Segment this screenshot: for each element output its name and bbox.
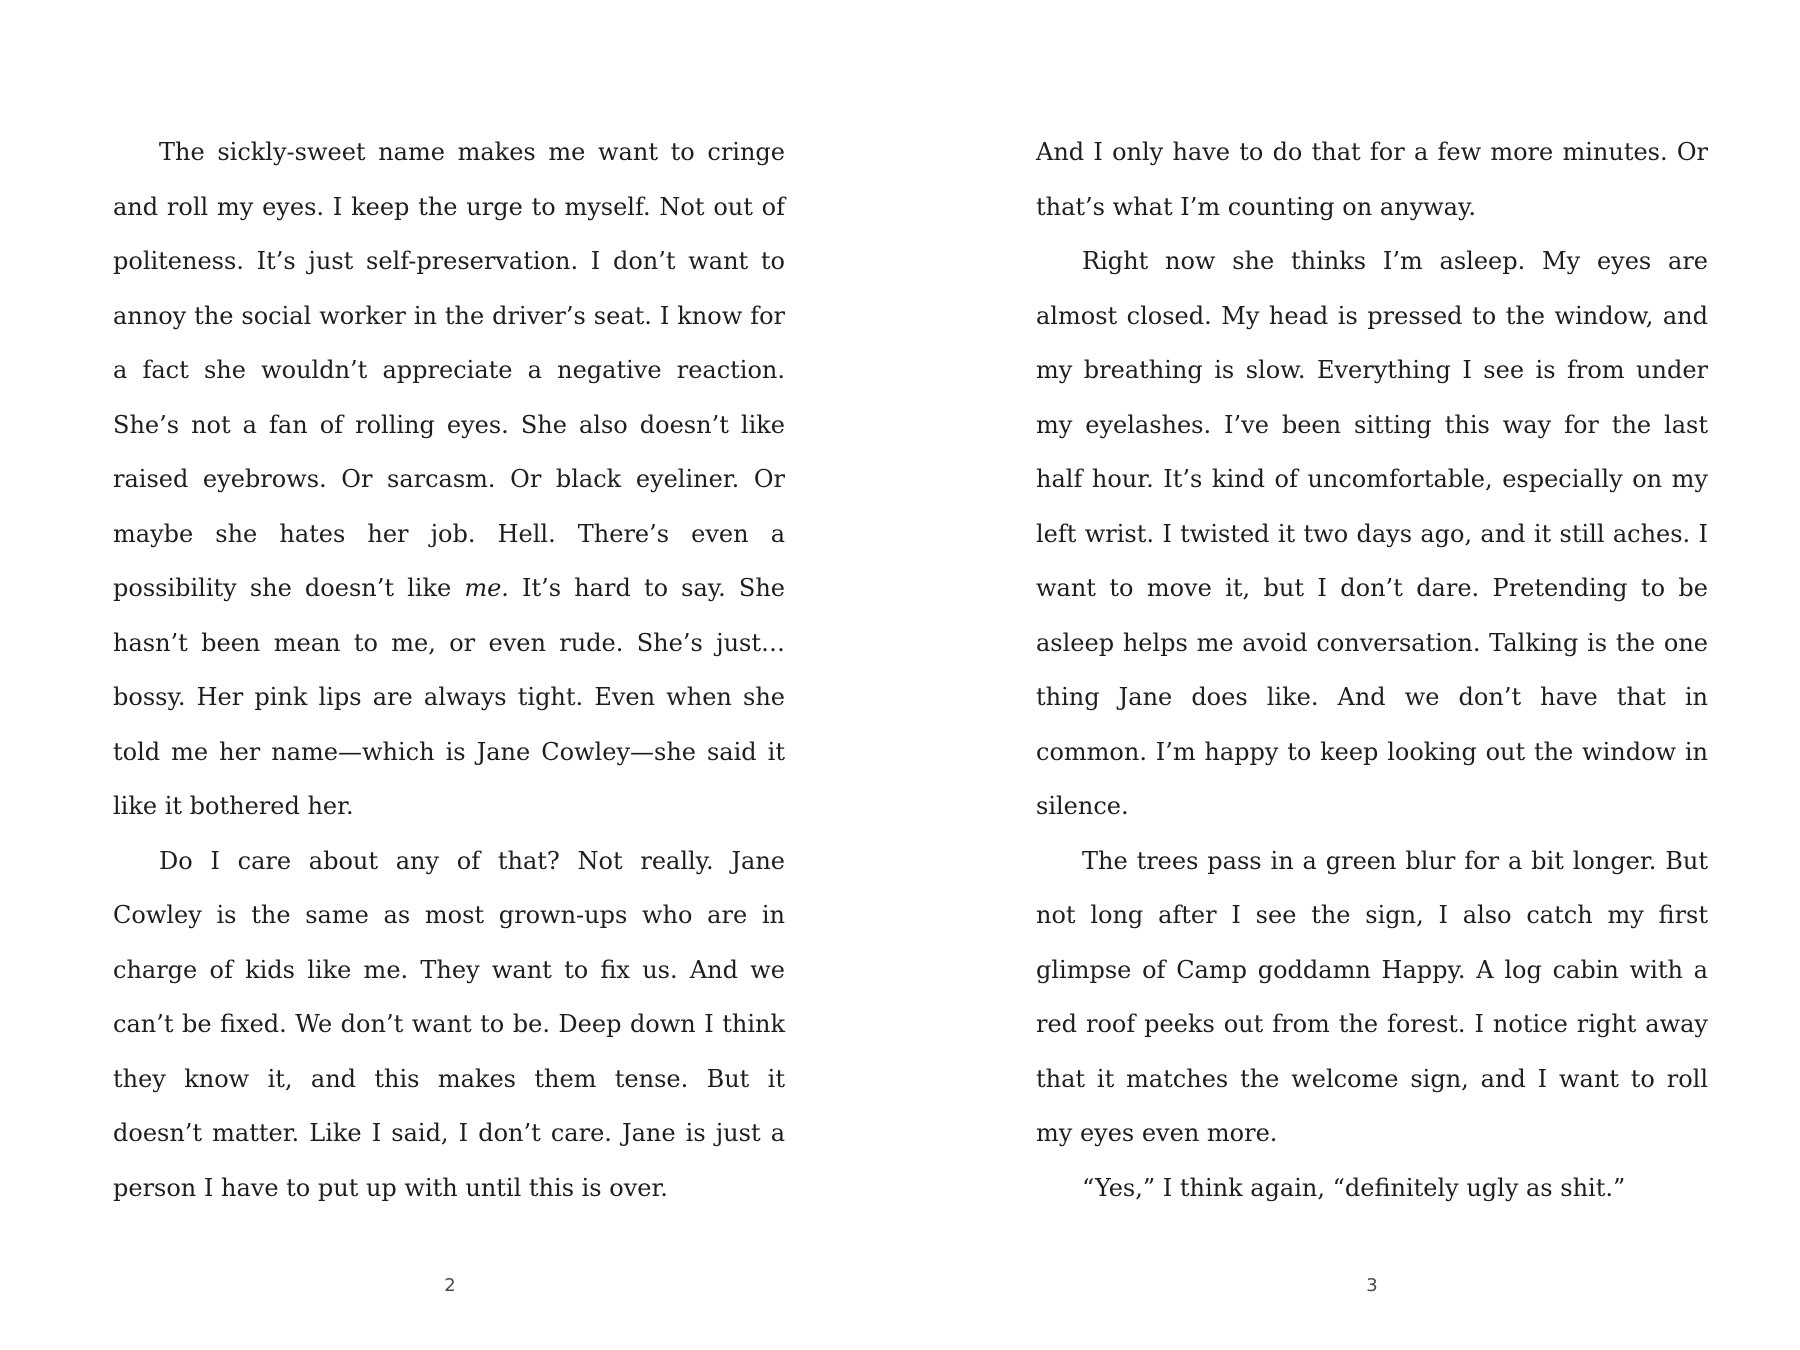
right-page — [1036, 125, 1708, 1215]
left-page — [113, 125, 785, 1215]
paragraph-text: It’s hard to say. She hasn’t been mean to me, or even rude. She’s just…bossy. Her pink lips are always tight. Even when she told me her name—which is Jane Cowley—she said it like it bothered her. — [113, 574, 785, 820]
paragraph: Do I care about any of that? Not really. Jane Cowley is the same as most grown-ups who are in charge of kids like me. They want to fix us. And we can’t be fixed. We don’t want to be. Deep down I think they know it, and this makes them tense. But it doesn’t matter. Like I said, I don’t care. Jane is just a person I have to put up with until this is over. — [113, 846, 785, 1202]
paragraph-text: The sickly-sweet name makes me want to cringe and roll my eyes. I keep the urge to myself. Not out of politeness. It’s just self-preservation. I don’t want to annoy the social worker in the driver’s seat. I know for a fact she wouldn’t appreciate a negative reaction. She’s not a fan of rolling eyes. She also doesn’t like raised eyebrows. Or sarcasm. Or black eyeliner. Or maybe she hates her job. Hell. There’s even a possibility she doesn’t like — [113, 138, 785, 602]
page-number: 3 — [1366, 1275, 1378, 1296]
paragraph: Right now she thinks I’m asleep. My eyes are almost closed. My head is pressed to the window, and my breathing is slow. Everything I see is from under my eyelashes. I’ve been sitting this way for the last half hour. It’s kind of uncomfortable, especially on my left wrist. I twisted it two days ago, and it still aches. I want to move it, but I don’t dare. Pretending to be asleep helps me avoid conversation. Talking is the one thing Jane does like. And we don’t have that in common. I’m happy to keep looking out the window in silence. — [1036, 247, 1708, 820]
paragraph: “Yes,” I think again, “definitely ugly as shit.” — [1082, 1173, 1626, 1202]
paragraph — [113, 125, 785, 834]
page-number: 2 — [444, 1275, 456, 1296]
emphasized-text: me. — [464, 574, 509, 602]
paragraph: The trees pass in a green blur for a bit longer. But not long after I see the sign, I also catch my first glimpse of Camp goddamn Happy. A log cabin with a red roof peeks out from the forest. I notice right away that it matches the welcome sign, and I want to roll my eyes even more. — [1036, 846, 1708, 1147]
paragraph: And I only have to do that for a few more minutes. Or that’s what I’m counting on anyway. — [1036, 138, 1708, 221]
